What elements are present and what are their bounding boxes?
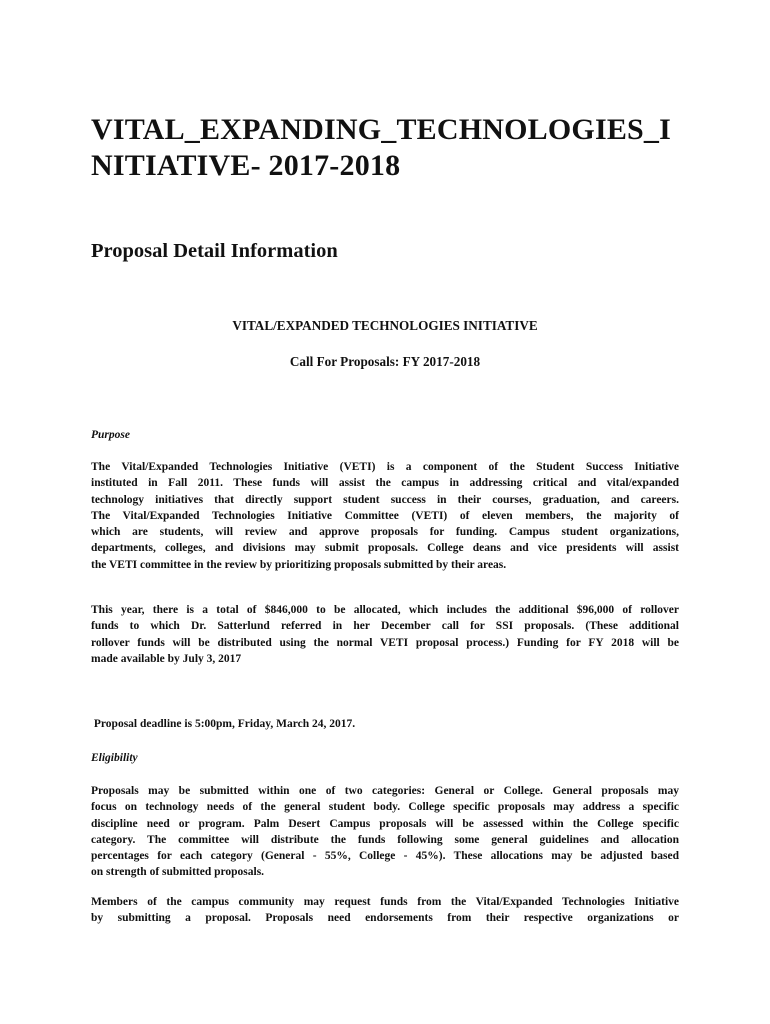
text-line: technology initiatives that directly support student success in their courses, graduation, and careers. xyxy=(91,493,679,506)
text-line: by submitting a proposal. Proposals need endorsements from their respective organizations or xyxy=(91,912,679,925)
initiative-title: VITAL/EXPANDED TECHNOLOGIES INITIATIVE xyxy=(232,318,538,333)
document-title-line-1: VITAL_EXPANDING_TECHNOLOGIES_I xyxy=(91,113,671,146)
document-title xyxy=(91,112,691,184)
text-line: made available by July 3, 2017 xyxy=(91,652,242,665)
text-line: percentages for each category (General - 55%, College - 45%). These allocations may be adjusted based xyxy=(91,850,679,863)
eligibility-paragraph-2 xyxy=(91,894,679,927)
text-line: Proposal deadline is 5:00pm, Friday, March 24, 2017. xyxy=(91,717,356,730)
purpose-paragraph-2 xyxy=(91,602,679,667)
purpose-heading: Purpose xyxy=(91,429,130,441)
eligibility-heading: Eligibility xyxy=(91,752,138,764)
text-line: the VETI committee in the review by prioritizing proposals submitted by their areas. xyxy=(91,558,507,571)
text-line: rollover funds will be distributed using the normal VETI proposal process.) Funding for FY 2018 will be xyxy=(91,636,679,649)
text-line: which are students, will review and approve proposals for funding. Campus student organizations, xyxy=(91,526,679,539)
text-line: funds to which Dr. Satterlund referred in her December call for SSI proposals. (These additional xyxy=(91,620,679,633)
text-line: The Vital/Expanded Technologies Initiative Committee (VETI) of eleven members, the majority of xyxy=(91,509,679,522)
text-line: discipline need or program. Palm Desert Campus proposals will be assessed within the College specific xyxy=(91,817,679,830)
eligibility-paragraph-1 xyxy=(91,783,679,881)
text-line: Members of the campus community may request funds from the Vital/Expanded Technologies Initiative xyxy=(91,896,679,908)
text-line: on strength of submitted proposals. xyxy=(91,866,265,879)
text-line: instituted in Fall 2011. These funds will assist the campus in addressing critical and vital/expanded xyxy=(91,477,679,490)
text-line: Proposals may be submitted within one of two categories: General or College. General proposals may xyxy=(91,785,679,797)
section-heading: Proposal Detail Information xyxy=(91,240,338,262)
call-for-proposals: Call For Proposals: FY 2017-2018 xyxy=(289,354,481,369)
text-line: The Vital/Expanded Technologies Initiative (VETI) is a component of the Student Success Initiative xyxy=(91,461,679,473)
text-line: This year, there is a total of $846,000 to be allocated, which includes the additional $96,000 of rollover xyxy=(91,604,679,616)
text-line: departments, colleges, and divisions may submit proposals. College deans and vice presidents will assist xyxy=(91,542,679,555)
text-line: category. The committee will distribute the funds following some general guidelines and allocation xyxy=(91,833,679,846)
proposal-deadline xyxy=(91,683,679,764)
text-line: focus on technology needs of the general student body. College specific proposals may address a specific xyxy=(91,801,679,814)
purpose-paragraph-1 xyxy=(91,459,679,573)
document-title-line-2: NITIATIVE- 2017-2018 xyxy=(91,149,401,182)
